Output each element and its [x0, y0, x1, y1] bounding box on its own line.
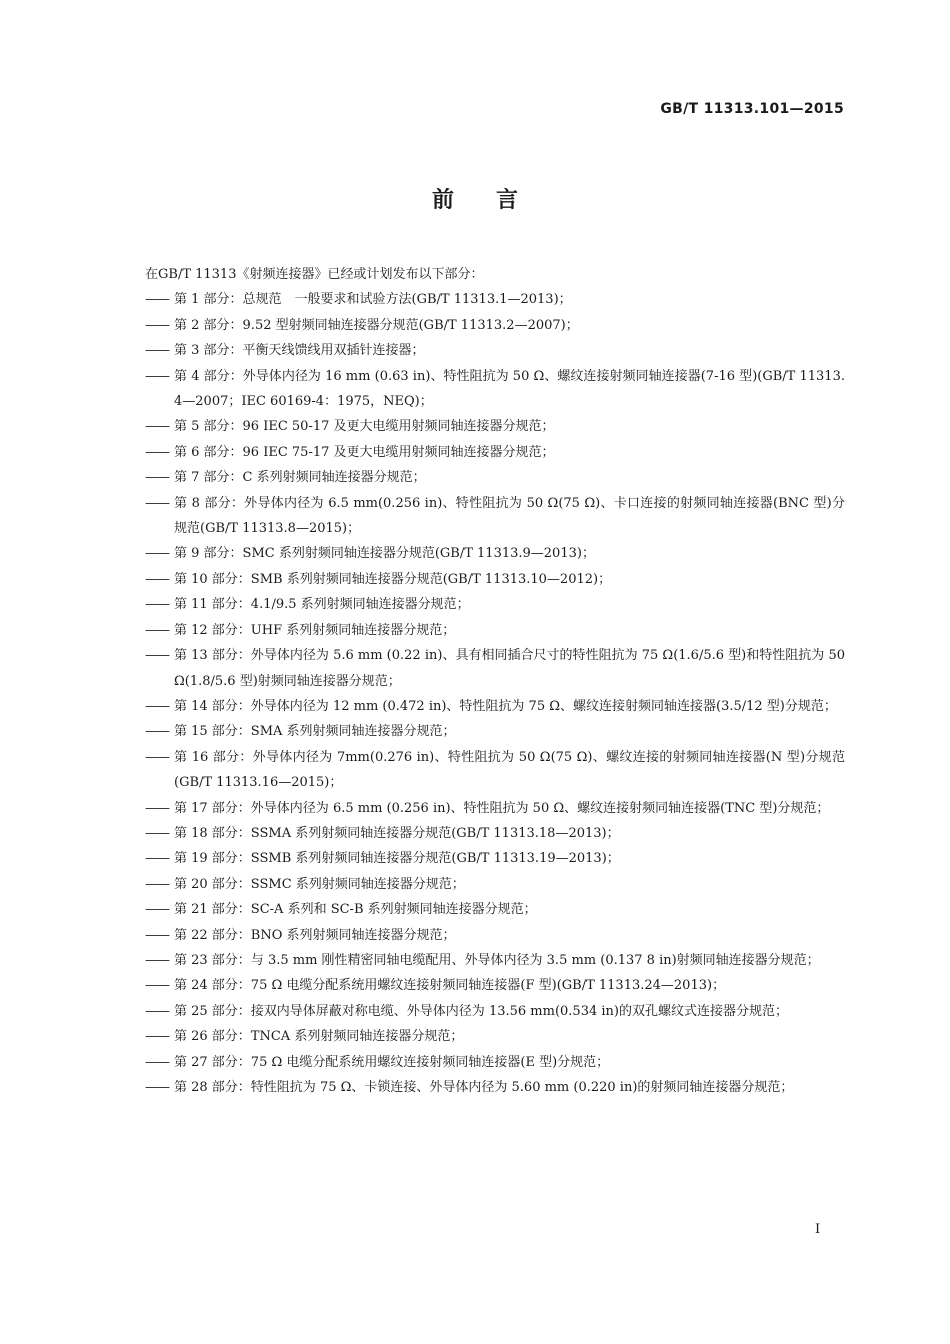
intro-paragraph: 在GB/T 11313《射频连接器》已经或计划发布以下部分： [145, 267, 484, 282]
list-item-text: 第 28 部分：特性阻抗为 75 Ω、卡锁连接、外导体内径为 5.60 mm (0.220 in)的射频同轴连接器分规范； [174, 1080, 794, 1095]
list-item [145, 846, 845, 871]
list-item-text: 第 19 部分：SSMB 系列射频同轴连接器分规范(GB/T 11313.19—2013)； [174, 851, 620, 867]
list-item [145, 313, 845, 338]
list-item-text: 第 25 部分：接双内导体屏蔽对称电缆、外导体内径为 13.56 mm(0.534 in)的双孔螺纹式连接器分规范； [174, 1003, 788, 1019]
list-item [145, 948, 845, 973]
dash-marker: —— [145, 724, 169, 740]
list-item-text: 第 24 部分：75 Ω 电缆分配系统用螺纹连接射频同轴连接器(F 型)(GB/T 11313.24—2013)； [174, 978, 726, 994]
list-item [145, 364, 845, 415]
list-item [145, 491, 845, 542]
list-item [145, 1050, 845, 1075]
list-item [145, 567, 845, 592]
dash-marker: —— [145, 978, 169, 994]
dash-marker: —— [145, 851, 169, 867]
list-item-text: 第 17 部分：外导体内径为 6.5 mm (0.256 in)、特性阻抗为 50 Ω、螺纹连接射频同轴连接器(TNC 型)分规范； [174, 800, 830, 816]
parts-list [145, 287, 845, 1100]
list-item [145, 719, 845, 744]
list-item-text: 第 7 部分：C 系列射频同轴连接器分规范； [174, 470, 426, 486]
dash-marker: —— [145, 368, 169, 384]
list-item [145, 872, 845, 897]
dash-marker: —— [145, 1003, 169, 1019]
list-item [145, 973, 845, 998]
list-item [145, 338, 845, 363]
list-item [145, 821, 845, 846]
list-item-text: 第 5 部分：96 IEC 50-17 及更大电缆用射频同轴连接器分规范； [174, 419, 555, 435]
list-item [145, 643, 845, 694]
list-item [145, 923, 845, 948]
list-item-text: 第 9 部分：SMC 系列射频同轴连接器分规范(GB/T 11313.9—2013)； [174, 546, 595, 562]
list-item [145, 618, 845, 643]
list-item-text: 第 14 部分：外导体内径为 12 mm (0.472 in)、特性阻抗为 75 Ω、螺纹连接射频同轴连接器(3.5/12 型)分规范； [174, 698, 837, 714]
dash-marker: —— [145, 317, 169, 333]
dash-marker: —— [145, 1029, 169, 1045]
list-item [145, 999, 845, 1024]
dash-marker: —— [145, 825, 169, 841]
dash-marker: —— [145, 876, 169, 892]
dash-marker: —— [145, 292, 169, 308]
list-item [145, 287, 845, 312]
list-item-text: 第 6 部分：96 IEC 75-17 及更大电缆用射频同轴连接器分规范； [174, 444, 555, 460]
list-item-text: 第 18 部分：SSMA 系列射频同轴连接器分规范(GB/T 11313.18—2013)； [174, 825, 620, 841]
dash-marker: —— [145, 343, 169, 359]
list-item [145, 541, 845, 566]
list-item-text: 第 21 部分：SC-A 系列和 SC-B 系列射频同轴连接器分规范； [174, 902, 537, 918]
list-item-text: 第 1 部分：总规范 一般要求和试验方法(GB/T 11313.1—2013)； [174, 292, 572, 308]
list-item-text: 第 20 部分：SSMC 系列射频同轴连接器分规范； [174, 876, 465, 892]
list-item-text: 第 22 部分：BNO 系列射频同轴连接器分规范； [174, 927, 456, 943]
dash-marker: —— [145, 597, 169, 613]
dash-marker: —— [145, 648, 169, 664]
list-item [145, 1075, 845, 1100]
list-item-text: 第 4 部分：外导体内径为 16 mm (0.63 in)、特性阻抗为 50 Ω、螺纹连接射频同轴连接器(7-16 型)(GB/T 11313.4—2007；IEC 60169-4：1975，NEQ)； [174, 368, 845, 410]
dash-marker: —— [145, 444, 169, 460]
list-item-text: 第 8 部分：外导体内径为 6.5 mm(0.256 in)、特性阻抗为 50 Ω(75 Ω)、卡口连接的射频同轴连接器(BNC 型)分规范(GB/T 11313.8—2015)； [174, 495, 845, 537]
dash-marker: —— [145, 800, 169, 816]
dash-marker: —— [145, 419, 169, 435]
list-item [145, 694, 845, 719]
list-item [145, 745, 845, 796]
dash-marker: —— [145, 622, 169, 638]
dash-marker: —— [145, 1054, 169, 1070]
dash-marker: —— [145, 470, 169, 486]
list-item-text: 第 3 部分：平衡天线馈线用双插针连接器； [174, 343, 425, 359]
dash-marker: —— [145, 927, 169, 943]
page-title: 前言 [431, 188, 560, 213]
dash-marker: —— [145, 902, 169, 918]
standard-code: GB/T 11313.101—2015 [660, 101, 844, 117]
dash-marker: —— [145, 495, 169, 511]
list-item-text: 第 16 部分：外导体内径为 7mm(0.276 in)、特性阻抗为 50 Ω(75 Ω)、螺纹连接的射频同轴连接器(N 型)分规范(GB/T 11313.16—2015)； [174, 749, 845, 791]
dash-marker: —— [145, 571, 169, 587]
dash-marker: —— [145, 546, 169, 562]
list-item [145, 414, 845, 439]
dash-marker: —— [145, 1080, 169, 1095]
list-item [145, 465, 845, 490]
list-item-text: 第 10 部分：SMB 系列射频同轴连接器分规范(GB/T 11313.10—2012)； [174, 571, 612, 587]
list-item-text: 第 12 部分：UHF 系列射频同轴连接器分规范； [174, 622, 456, 638]
list-item [145, 1024, 845, 1049]
list-item [145, 897, 845, 922]
list-item-text: 第 13 部分：外导体内径为 5.6 mm (0.22 in)、具有相同插合尺寸的特性阻抗为 75 Ω(1.6/5.6 型)和特性阻抗为 50 Ω(1.8/5.6 型)射频同轴连接器分规范； [174, 648, 845, 689]
dash-marker: —— [145, 698, 169, 714]
list-item [145, 440, 845, 465]
list-item-text: 第 2 部分：9.52 型射频同轴连接器分规范(GB/T 11313.2—2007)； [174, 317, 579, 333]
list-item-text: 第 27 部分：75 Ω 电缆分配系统用螺纹连接射频同轴连接器(E 型)分规范； [174, 1054, 610, 1070]
dash-marker: —— [145, 749, 169, 765]
document-body [145, 262, 845, 1100]
list-item [145, 592, 845, 617]
list-item-text: 第 26 部分：TNCA 系列射频同轴连接器分规范； [174, 1029, 464, 1045]
dash-marker: —— [145, 952, 169, 968]
list-item [145, 796, 845, 821]
page-number: I [815, 1222, 821, 1237]
list-item-text: 第 11 部分：4.1/9.5 系列射频同轴连接器分规范； [174, 597, 470, 613]
list-item-text: 第 23 部分：与 3.5 mm 刚性精密同轴电缆配用、外导体内径为 3.5 mm (0.137 8 in)射频同轴连接器分规范； [174, 952, 820, 968]
list-item-text: 第 15 部分：SMA 系列射频同轴连接器分规范； [174, 724, 456, 740]
